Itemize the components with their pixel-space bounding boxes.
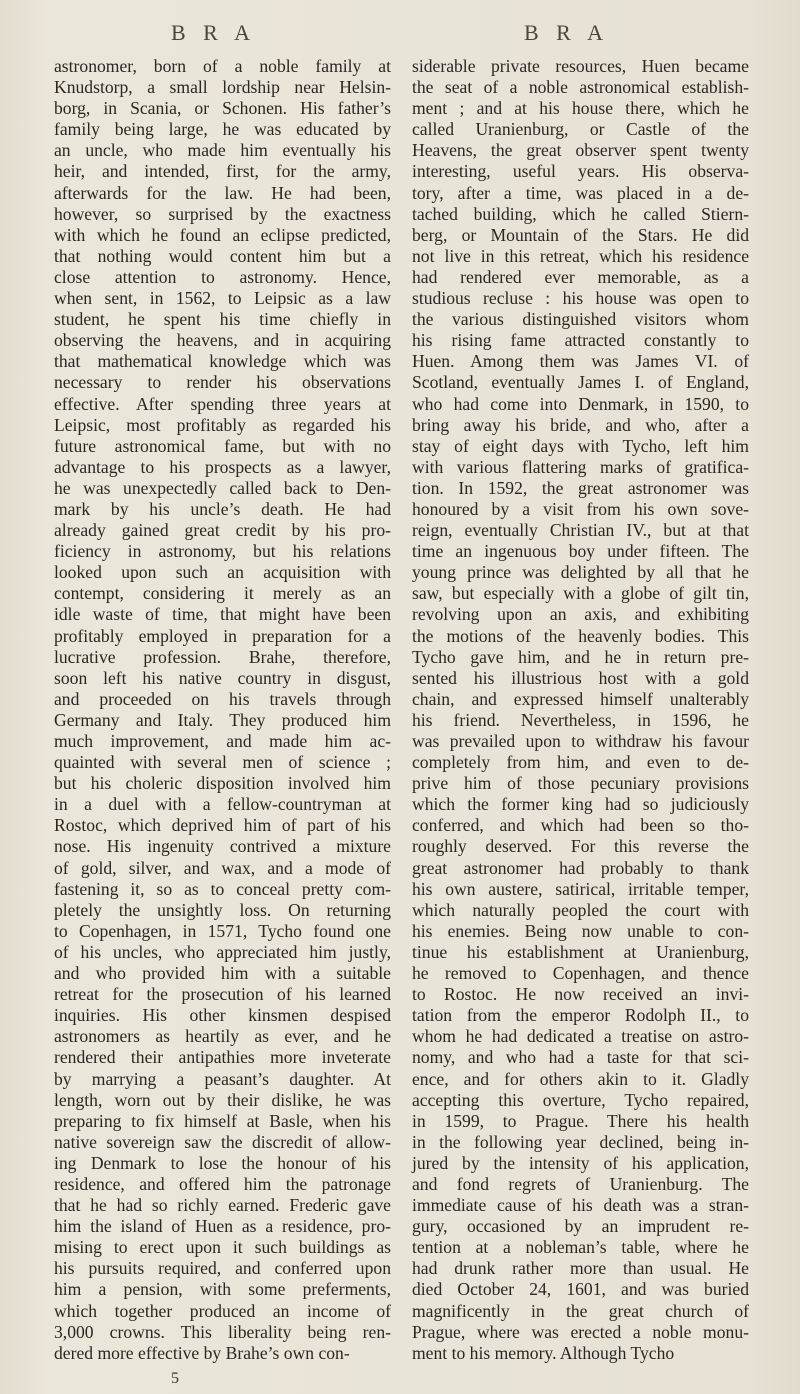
text-line: he was unexpectedly called back to Den- [54, 477, 391, 498]
text-line: chain, and expressed himself unalterably [412, 688, 749, 709]
text-line: gury, occasioned by an imprudent re- [412, 1216, 749, 1237]
text-line: tention at a nobleman’s table, where he [412, 1237, 749, 1258]
text-line: quainted with several men of science ; [54, 752, 391, 773]
text-line: close attention to astronomy. Hence, [54, 266, 391, 287]
text-line: to Copenhagen, in 1571, Tycho found one [54, 920, 391, 941]
text-line: native sovereign saw the discredit of allow- [54, 1131, 391, 1152]
text-line: heir, and intended, first, for the army, [54, 161, 391, 182]
text-line: had rendered ever memorable, as a [412, 266, 749, 287]
text-line: profitably employed in preparation for a [54, 625, 391, 646]
text-line: retreat for the prosecution of his learned [54, 984, 391, 1005]
text-line: however, so surprised by the exactness [54, 203, 391, 224]
text-line: Rostoc, which deprived him of part of his [54, 815, 391, 836]
text-line: inquiries. His other kinsmen despised [54, 1005, 391, 1026]
text-line: tory, after a time, was placed in a de- [412, 182, 749, 203]
text-line: had drunk rather more than usual. He [412, 1258, 749, 1279]
text-line: revolving upon an axis, and exhibiting [412, 604, 749, 625]
text-line: ficiency in astronomy, but his relations [54, 541, 391, 562]
text-line: which naturally peopled the court with [412, 899, 749, 920]
text-line: his own austere, satirical, irritable temper, [412, 878, 749, 899]
text-line: with which he found an eclipse predicted, [54, 224, 391, 245]
text-line: and who provided him with a suitable [54, 963, 391, 984]
text-line: completely from him, and even to de- [412, 752, 749, 773]
text-line: jured by the intensity of his application, [412, 1152, 749, 1173]
text-line: nose. His ingenuity contrived a mixture [54, 836, 391, 857]
text-line: the seat of a noble astronomical establish- [412, 77, 749, 98]
text-line: his rising fame attracted constantly to [412, 330, 749, 351]
text-line: that mathematical knowledge which was [54, 351, 391, 372]
page-number: 5 [171, 1370, 179, 1387]
text-line: astronomers as heartily as ever, and he [54, 1026, 391, 1047]
text-line: pletely the unsightly loss. On returning [54, 899, 391, 920]
text-line: rendered their antipathies more inveterate [54, 1047, 391, 1068]
text-line: him a pension, with some preferments, [54, 1279, 391, 1300]
text-line: which the former king had so judiciously [412, 794, 749, 815]
text-line: the various distinguished visitors whom [412, 309, 749, 330]
text-line: future astronomical fame, but with no [54, 435, 391, 456]
text-line: contempt, considering it merely as an [54, 583, 391, 604]
text-line: Huen. Among them was James VI. of [412, 351, 749, 372]
text-line: mark by his uncle’s death. He had [54, 498, 391, 519]
text-line: borg, in Scania, or Schonen. His father’s [54, 98, 391, 119]
text-line: ment ; and at his house there, which he [412, 98, 749, 119]
text-line: astronomer, born of a noble family at [54, 56, 391, 76]
text-line: called Uranienburg, or Castle of the [412, 119, 749, 140]
text-line: ing Denmark to lose the honour of his [54, 1152, 391, 1173]
text-line: he removed to Copenhagen, and thence [412, 963, 749, 984]
text-line: immediate cause of his death was a stran- [412, 1195, 749, 1216]
text-line: saw, but especially with a globe of gilt tin, [412, 583, 749, 604]
text-line: effective. After spending three years at [54, 393, 391, 414]
text-line: preparing to fix himself at Basle, when his [54, 1110, 391, 1131]
text-line: in 1599, to Prague. There his health [412, 1110, 749, 1131]
text-line: by marrying a peasant’s daughter. At [54, 1068, 391, 1089]
text-line: him the island of Huen as a residence, pro- [54, 1216, 391, 1237]
text-line: afterwards for the law. He had been, [54, 182, 391, 203]
text-line: in the following year declined, being in- [412, 1131, 749, 1152]
text-column-right [412, 56, 749, 1364]
text-line: residence, and offered him the patronage [54, 1173, 391, 1194]
text-line: magnificently in the great church of [412, 1300, 749, 1321]
text-line: ment to his memory. Although Tycho [412, 1342, 675, 1363]
text-line: looked upon such an acquisition with [54, 562, 391, 583]
text-line: length, worn out by their dislike, he was [54, 1089, 391, 1110]
text-line: prive him of those pecuniary provisions [412, 773, 749, 794]
text-line: his enemies. Being now unable to con- [412, 920, 749, 941]
text-column-left [54, 56, 391, 1364]
text-line: honoured by a visit from his own sove- [412, 498, 749, 519]
text-line: nomy, and who had a taste for that sci- [412, 1047, 749, 1068]
text-line: stay of eight days with Tycho, left him [412, 435, 749, 456]
running-head-left: B R A [171, 20, 257, 45]
text-line: who had come into Denmark, in 1590, to [412, 393, 749, 414]
text-line: necessary to render his observations [54, 372, 391, 393]
text-line: 3,000 crowns. This liberality being ren- [54, 1321, 391, 1342]
text-line: tinue his establishment at Uranienburg, [412, 941, 749, 962]
text-line: which together produced an income of [54, 1300, 391, 1321]
text-line: that he had so richly earned. Frederic gave [54, 1195, 391, 1216]
text-line: Heavens, the great observer spent twenty [412, 140, 749, 161]
text-line: fastening it, so as to conceal pretty com- [54, 878, 391, 899]
text-line: interesting, useful years. His observa- [412, 161, 749, 182]
text-line: tached building, which he called Stiern- [412, 203, 749, 224]
text-line: but his choleric disposition involved him [54, 773, 391, 794]
text-line: mising to erect upon it such buildings as [54, 1237, 391, 1258]
text-line: died October 24, 1601, and was buried [412, 1279, 749, 1300]
text-line: to Rostoc. He now received an invi- [412, 984, 749, 1005]
text-line: was prevailed upon to withdraw his favour [412, 731, 749, 751]
text-line: an uncle, who made him eventually his [54, 140, 391, 161]
text-line: bring away his bride, and who, after a [412, 414, 749, 435]
text-line: Tycho gave him, and he in return pre- [412, 646, 749, 667]
text-line: his friend. Nevertheless, in 1596, he [412, 709, 749, 730]
text-line: student, he spent his time chiefly in [54, 309, 391, 330]
text-line: Knudstorp, a small lordship near Helsin- [54, 77, 391, 98]
text-line: dered more effective by Brahe’s own con- [54, 1342, 350, 1363]
text-line: much improvement, and made him ac- [54, 731, 391, 751]
text-line: Germany and Italy. They produced him [54, 709, 391, 730]
text-line: Leipsic, most profitably as regarded his [54, 414, 391, 435]
text-line: lucrative profession. Brahe, therefore, [54, 646, 391, 667]
text-line: time an ingenuous boy under fifteen. The [412, 541, 749, 562]
text-line: Scotland, eventually James I. of England, [412, 372, 749, 393]
text-line: not live in this retreat, which his residence [412, 245, 749, 266]
text-line: ence, and for others akin to it. Gladly [412, 1068, 749, 1089]
text-line: sented his illustrious host with a gold [412, 667, 749, 688]
text-line: Prague, where was erected a noble monu- [412, 1321, 749, 1342]
text-line: siderable private resources, Huen became [412, 56, 749, 76]
text-line: observing the heavens, and in acquiring [54, 330, 391, 351]
text-line: studious recluse : his house was open to [412, 288, 749, 309]
text-line: and proceeded on his travels through [54, 688, 391, 709]
text-line: of his uncles, who appreciated him justly, [54, 941, 391, 962]
text-line: that nothing would content him but a [54, 245, 391, 266]
text-line: already gained great credit by his pro- [54, 520, 391, 541]
text-line: with various flattering marks of gratifica- [412, 456, 749, 477]
text-line: of gold, silver, and wax, and a mode of [54, 857, 391, 878]
text-line: advantage to his prospects as a lawyer, [54, 456, 391, 477]
text-line: tation from the emperor Rodolph II., to [412, 1005, 749, 1026]
text-line: in a duel with a fellow-countryman at [54, 794, 391, 815]
text-line: berg, or Mountain of the Stars. He did [412, 224, 749, 245]
text-line: roughly deserved. For this reverse the [412, 836, 749, 857]
text-line: tion. In 1592, the great astronomer was [412, 477, 749, 498]
text-line: idle waste of time, that might have been [54, 604, 391, 625]
text-line: great astronomer had probably to thank [412, 857, 749, 878]
running-head-right: B R A [524, 20, 610, 45]
text-line: reign, eventually Christian IV., but at that [412, 520, 749, 541]
text-line: whom he had dedicated a treatise on astro- [412, 1026, 749, 1047]
text-line: accepting this overture, Tycho repaired, [412, 1089, 749, 1110]
text-line: conferred, and which had been so tho- [412, 815, 749, 836]
text-line: his pursuits required, and conferred upon [54, 1258, 391, 1279]
text-line: young prince was delighted by all that he [412, 562, 749, 583]
text-line: when sent, in 1562, to Leipsic as a law [54, 288, 391, 309]
text-line: and fond regrets of Uranienburg. The [412, 1173, 749, 1194]
text-line: soon left his native country in disgust, [54, 667, 391, 688]
text-line: the motions of the heavenly bodies. This [412, 625, 749, 646]
text-line: family being large, he was educated by [54, 119, 391, 140]
